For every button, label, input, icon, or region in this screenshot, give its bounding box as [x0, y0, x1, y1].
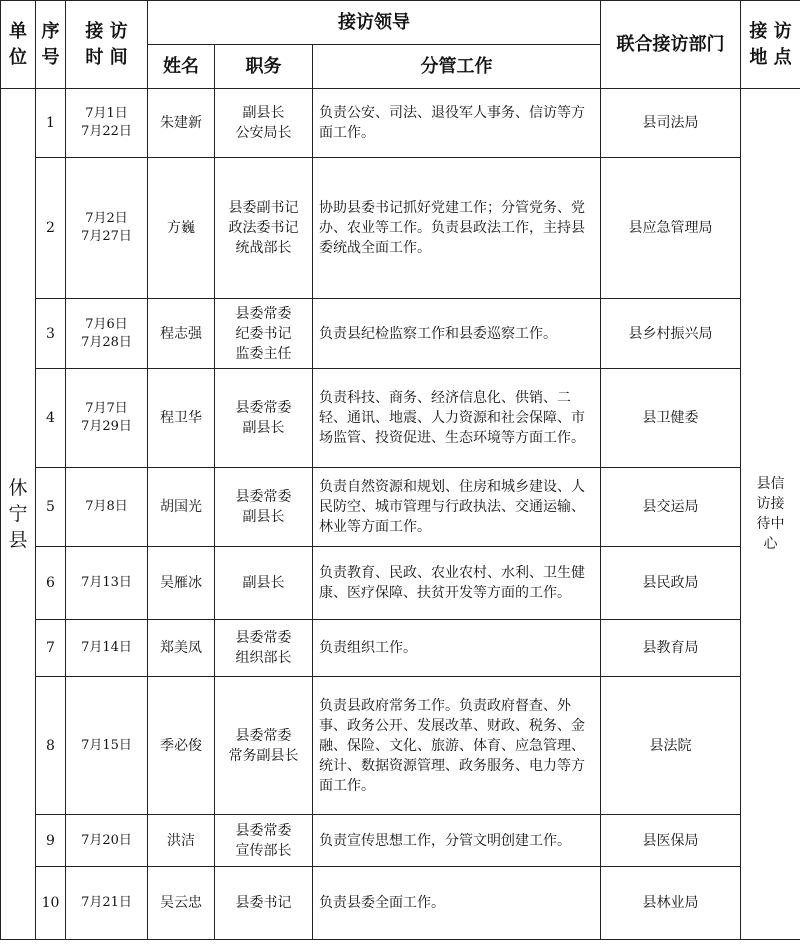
- duty-cell: 负责县纪检监察工作和县委巡察工作。: [313, 299, 601, 369]
- header-dept: 联合接访部门: [601, 1, 741, 89]
- position-cell: 副县长 公安局长: [215, 89, 313, 158]
- name-cell: 季必俊: [148, 677, 215, 815]
- header-seq: 序 号: [36, 1, 66, 89]
- dept-cell: 县林业局: [601, 867, 741, 940]
- name-cell: 郑美凤: [148, 620, 215, 677]
- position-cell: 县委常委 常务副县长: [215, 677, 313, 815]
- duty-cell: 负责组织工作。: [313, 620, 601, 677]
- date-cell: 7月21日: [66, 867, 148, 940]
- table-row: [1, 620, 800, 677]
- dept-cell: 县乡村振兴局: [601, 299, 741, 369]
- name-cell: 吴雁冰: [148, 547, 215, 620]
- table-row: [1, 369, 800, 468]
- seq-cell: 10: [36, 867, 66, 940]
- position-cell: 副县长: [215, 547, 313, 620]
- table-row: [1, 547, 800, 620]
- seq-cell: 7: [36, 620, 66, 677]
- date-cell: 7月20日: [66, 815, 148, 867]
- position-cell: 县委常委 副县长: [215, 369, 313, 468]
- name-cell: 洪洁: [148, 815, 215, 867]
- duty-cell: 负责县委全面工作。: [313, 867, 601, 940]
- seq-cell: 3: [36, 299, 66, 369]
- duty-cell: 负责公安、司法、退役军人事务、信访等方面工作。: [313, 89, 601, 158]
- name-cell: 程卫华: [148, 369, 215, 468]
- position-cell: 县委常委 副县长: [215, 468, 313, 547]
- dept-cell: 县卫健委: [601, 369, 741, 468]
- seq-cell: 8: [36, 677, 66, 815]
- date-cell: 7月15日: [66, 677, 148, 815]
- name-cell: 方巍: [148, 158, 215, 299]
- header-unit: 单 位: [1, 1, 36, 89]
- duty-cell: 负责科技、商务、经济信息化、供销、二轻、通讯、地震、人力资源和社会保障、市场监管、投资促进、生态环境等方面工作。: [313, 369, 601, 468]
- duty-cell: 负责宣传思想工作，分管文明创建工作。: [313, 815, 601, 867]
- seq-cell: 9: [36, 815, 66, 867]
- table-row: [1, 299, 800, 369]
- position-cell: 县委常委 纪委书记 监委主任: [215, 299, 313, 369]
- header-leader-group: 接访领导: [148, 1, 601, 45]
- duty-cell: 协助县委书记抓好党建工作；分管党务、党办、农业等工作。负责县政法工作，主持县委统战全面工作。: [313, 158, 601, 299]
- dept-cell: 县司法局: [601, 89, 741, 158]
- table-row: [1, 158, 800, 299]
- duty-cell: 负责县政府常务工作。负责政府督查、外事、政务公开、发展改革、财政、税务、金融、保险、文化、旅游、体育、应急管理、统计、数据资源管理、政务服务、电力等方面工作。: [313, 677, 601, 815]
- dept-cell: 县交运局: [601, 468, 741, 547]
- table-row: [1, 468, 800, 547]
- header-time: 接 访 时 间: [66, 1, 148, 89]
- name-cell: 程志强: [148, 299, 215, 369]
- date-cell: 7月1日 7月22日: [66, 89, 148, 158]
- date-cell: 7月8日: [66, 468, 148, 547]
- date-cell: 7月14日: [66, 620, 148, 677]
- date-cell: 7月13日: [66, 547, 148, 620]
- name-cell: 朱建新: [148, 89, 215, 158]
- unit-cell: 休 宁 县: [1, 89, 36, 940]
- position-cell: 县委常委 组织部长: [215, 620, 313, 677]
- date-cell: 7月7日 7月29日: [66, 369, 148, 468]
- date-cell: 7月2日 7月27日: [66, 158, 148, 299]
- name-cell: 胡国光: [148, 468, 215, 547]
- table-row: [1, 677, 800, 815]
- position-cell: 县委常委 宣传部长: [215, 815, 313, 867]
- date-cell: 7月6日 7月28日: [66, 299, 148, 369]
- table-row: [1, 815, 800, 867]
- dept-cell: 县教育局: [601, 620, 741, 677]
- name-cell: 吴云忠: [148, 867, 215, 940]
- dept-cell: 县医保局: [601, 815, 741, 867]
- seq-cell: 5: [36, 468, 66, 547]
- seq-cell: 6: [36, 547, 66, 620]
- duty-cell: 负责自然资源和规划、住房和城乡建设、人民防空、城市管理与行政执法、交通运输、林业等方面工作。: [313, 468, 601, 547]
- dept-cell: 县应急管理局: [601, 158, 741, 299]
- seq-cell: 4: [36, 369, 66, 468]
- dept-cell: 县法院: [601, 677, 741, 815]
- header-name: 姓名: [148, 45, 215, 89]
- seq-cell: 2: [36, 158, 66, 299]
- header-duty: 分管工作: [313, 45, 601, 89]
- duty-cell: 负责教育、民政、农业农村、水利、卫生健康、医疗保障、扶贫开发等方面的工作。: [313, 547, 601, 620]
- position-cell: 县委副书记 政法委书记 统战部长: [215, 158, 313, 299]
- header-position: 职务: [215, 45, 313, 89]
- dept-cell: 县民政局: [601, 547, 741, 620]
- place-cell: 县信 访接 待中 心: [741, 89, 800, 940]
- table-row: [1, 867, 800, 940]
- header-place: 接 访 地 点: [741, 1, 800, 89]
- seq-cell: 1: [36, 89, 66, 158]
- position-cell: 县委书记: [215, 867, 313, 940]
- table-row: [1, 89, 800, 158]
